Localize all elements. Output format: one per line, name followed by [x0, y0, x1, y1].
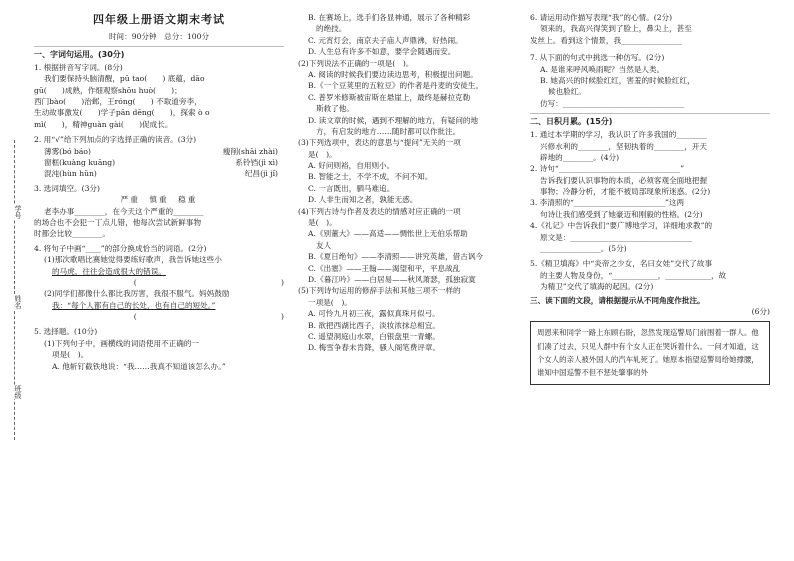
q5-4-option-b[interactable]: B.《夏日绝句》——李清照——讲究英雄，借古讽今 — [308, 252, 484, 262]
q5-stem: 5. 选择题。(10分) — [34, 327, 98, 337]
q5-3-stem: (3)下列选项中，表达的意思与“提问”无关的一项 — [298, 138, 461, 148]
q5-5-option-d[interactable]: D. 梅雪争春未肯降，骚人阁笔费评章。 — [308, 343, 441, 353]
q4-stem: 4. 将句子中画“____”的部分换成恰当的词语。(2分) — [34, 243, 207, 253]
q3-line: 的场合也不会犯一丁点儿错，他每次尝试新鲜事物 — [34, 217, 202, 227]
section-3-heading: 三、读下面的文段，请根据提示从不同角度作批注。 — [530, 295, 705, 305]
column-3 — [530, 12, 770, 385]
q5-4-option-a: 友人 — [316, 240, 332, 250]
q5-1-option-b: 的绝技。 — [316, 24, 347, 34]
r5-line[interactable]: 的主要人物及身份，“____________，____________，故 — [540, 270, 727, 280]
q7-option-b: 候也脸红。 — [548, 87, 586, 97]
r5-line: 为精卫”交代了填海的起因。(2分) — [540, 282, 654, 292]
q2-option[interactable]: 薄雾(bó báo) — [44, 146, 91, 156]
section-3-score: (6分) — [751, 306, 770, 316]
q1-line: mì( )，精神guàn gài( )促成长。 — [34, 119, 173, 129]
q2-option[interactable]: 纪昌(jì jǐ) — [244, 169, 278, 179]
q2-stem: 2. 用“√”给下列加点的字选择正确的读音。(3分) — [34, 135, 197, 145]
q3-stem: 3. 选词填空。(3分) — [34, 183, 100, 193]
q1-line: 西门bào( )治邺，王róng( ) 不取道旁李， — [34, 97, 202, 107]
q5-1-stem: (1)下列句子中，画横线的词语使用不正确的一 — [44, 338, 200, 348]
r2-line[interactable]: 2. 诗句“________________________________” — [530, 164, 685, 174]
q5-1-stem: 项是( )。 — [52, 350, 89, 360]
q6-stem: 6. 请运用动作描写表现“我”的心情。(2分) — [530, 13, 673, 22]
q5-3-option-c[interactable]: C. 一言既出，驷马难追。 — [308, 183, 395, 193]
r1-line[interactable]: 1. 通过本学期的学习，我认识了许多我国的________ — [530, 130, 707, 140]
q5-1-option-b[interactable]: B. 在赛场上，选手们各显神通，展示了各种精彩 — [308, 13, 471, 22]
q5-4-option-a[interactable]: A.《别董大》——高适——惆怅世上无伯乐帮助 — [308, 229, 468, 239]
q5-2-option-d[interactable]: D. 读文章的时候，遇到不理解的地方，有疑问的地 — [308, 115, 479, 125]
q1-line: 生动故事激发( )学子pān dēng( )，探索 ò o — [34, 108, 210, 118]
q5-2-option-a[interactable]: A. 阅读的时候我们要边读边思考，积极提出问题。 — [308, 69, 478, 79]
q3-word-bank: 严重 慎重 稳重 — [120, 195, 198, 205]
q2-option[interactable]: 窗框(kuàng kuāng) — [44, 158, 116, 168]
r5-line: 5.《精卫填海》中“炎帝之少女，名曰女娃”交代了故事 — [530, 259, 713, 269]
q7-option-a: A. 是谁来呼风唤雨呢？当然是人类。 — [540, 64, 665, 74]
r3-line[interactable]: 3. 李清照的“________________________”这两 — [530, 198, 685, 208]
q2-row — [34, 157, 284, 168]
column-1 — [34, 12, 284, 372]
q6-line[interactable]: 发丝上。看到这个情景，我________________ — [530, 35, 682, 45]
q5-5-option-c[interactable]: C. 遥望洞庭山水翠，白银盘里一青螺。 — [308, 331, 440, 341]
q4-1-answer[interactable]: ( ) — [133, 277, 284, 287]
q5-5-option-a[interactable]: A. 可怜九月初三夜，露似真珠月似弓。 — [308, 309, 440, 319]
q5-3-option-b[interactable]: B. 智能之士，不学不成，不问不知。 — [308, 172, 433, 182]
q5-3-option-d[interactable]: D. 人非生而知之者，孰能无惑。 — [308, 195, 418, 205]
r4-line[interactable]: 原文是：________________________________ — [540, 232, 692, 242]
r2-line: 事物；冷静分析，才能不被局部现象所迷惑。(2分) — [540, 187, 711, 197]
q4-2-answer[interactable]: ( ) — [133, 312, 284, 322]
q5-2-option-b[interactable]: B.《一个豆荚里的五粒豆》的作者是丹麦的安徒生。 — [308, 81, 484, 91]
q2-row — [34, 168, 284, 179]
column-2 — [298, 12, 520, 354]
q4-2-line: 我：“每个人都有自己的长处，也有自己的短处。” — [52, 300, 216, 310]
q4-2-line: (2)同学们都像什么都比我厉害，我很不服气。妈妈鼓励 — [44, 289, 230, 299]
q5-5-option-b[interactable]: B. 欲把西湖比西子，淡妆浓抹总相宜。 — [308, 320, 440, 330]
q4-1-line: (1)那次歌唱比赛她觉得要练好歌声，我告诉她这些小 — [44, 255, 222, 265]
name-label: 姓名 — [7, 295, 23, 309]
r1-line[interactable]: 兴修水利的________，坚韧执着的________，开天 — [540, 141, 708, 151]
q2-option[interactable]: 混沌(hùn hǔn) — [44, 169, 97, 179]
class-label: 班级 — [7, 385, 23, 399]
q5-1-option-c[interactable]: C. 元宵灯会，南京夫子庙人声鼎沸，好热闹。 — [308, 35, 463, 45]
q5-4-option-c[interactable]: C.《出塞》——王翰——渴望和平，平息战乱 — [308, 263, 461, 273]
r2-line: 告诉我们要认识事物的本质，必须客观全面地把握 — [540, 175, 708, 185]
q5-4-stem: (4)下列古诗与作者及表达的情感对应正确的一项 — [298, 206, 461, 216]
q5-2-option-c[interactable]: C. 普罗米修斯被宙斯在悬崖上，最终是赫拉克勒 — [308, 92, 471, 102]
q7-stem: 7. 从下面的句式中挑选一种仿写。(2分) — [530, 53, 665, 63]
q5-2-option-d: 方，有启发的地方……随时都可以作批注。 — [316, 126, 461, 136]
q5-2-stem: (2)下列说法不正确的一项是( )。 — [298, 58, 414, 68]
q5-4-stem: 是( )。 — [308, 218, 337, 228]
r4-line: 4.《礼记》中告诉我们“要广博地学习，详细地求教”的 — [530, 221, 713, 231]
reading-passage: 周恩来和同学一路上东顾右盼，忽然发现巡警局门前围着一群人。他们凑了过去，只见人群中有个女人正在哭诉着什么。一问才知道，这个女人的亲人被外国人的汽车轧死了。她原本指望巡警局给她撑腰，谁知中国巡警不但不惩处肇事的外 — [530, 321, 770, 384]
r1-line[interactable]: 辟地的________。(4分) — [540, 152, 620, 162]
section-2-heading: 二、日积月累。(15分) — [530, 113, 770, 128]
q5-3-stem: 是( )。 — [308, 149, 337, 159]
q5-3-option-a[interactable]: A. 好问则裕，自用则小。 — [308, 161, 395, 171]
q2-option[interactable]: 瘦削(shāi zhài) — [222, 146, 278, 156]
q5-5-stem: 一项是( )。 — [308, 297, 352, 307]
q2-row — [34, 146, 284, 157]
section-1-heading: 一、字词句运用。(30分) — [34, 46, 284, 61]
binding-margin — [0, 0, 30, 561]
q2-option[interactable]: 系铃铛(jì xì) — [235, 158, 278, 168]
q3-line: 时都会比较________。 — [34, 229, 110, 239]
q1-stem: 1. 根据拼音写字词。(8分) — [34, 62, 123, 72]
exam-title: 四年级上册语文期末考试 — [93, 13, 225, 26]
r4-line[interactable]: ________________。(5分) — [540, 244, 627, 254]
r3-line: 句诗让我们感受到了她豪迈和刚毅的性格。(2分) — [540, 209, 703, 219]
q5-1-option-a[interactable]: A. 他斩钉截铁地说：“我……我真不知道该怎么办。” — [52, 361, 226, 371]
exam-meta: 时间：90分钟 总分：100分 — [108, 31, 210, 41]
q5-2-option-c: 斯救了他。 — [316, 104, 354, 114]
q3-line: 老李办事________，在今天这个严重的________ — [44, 206, 204, 216]
q5-4-option-d[interactable]: D.《暮江吟》——白居易——秋风萧瑟，孤独寂寞 — [308, 274, 476, 284]
q1-line: gū( )成熟，作细观察shōu huò( )； — [34, 85, 182, 95]
q6-line: 领来的，我高兴得笑到了脸上，鼻尖上，甚至 — [540, 24, 692, 34]
q5-5-stem: (5)下列诗句运用的修辞手法和其他三项不一样的 — [298, 286, 461, 296]
q7-imitation-line[interactable]: 仿写：________________________________ — [540, 98, 685, 108]
q1-line: 我们要保持头脑清醒，pū tao( ) 底蕴，dāo — [44, 74, 205, 84]
q4-1-line: 的马虎，往往会造成很大的错误。 — [52, 266, 166, 276]
q7-option-b: B. 她高兴的时候脸红红，害羞的时候脸红红， — [540, 75, 695, 85]
q5-1-option-d[interactable]: D. 人生总有许多不如意，要学会随遇而安。 — [308, 47, 456, 57]
student-id-label: 学号 — [7, 205, 23, 219]
